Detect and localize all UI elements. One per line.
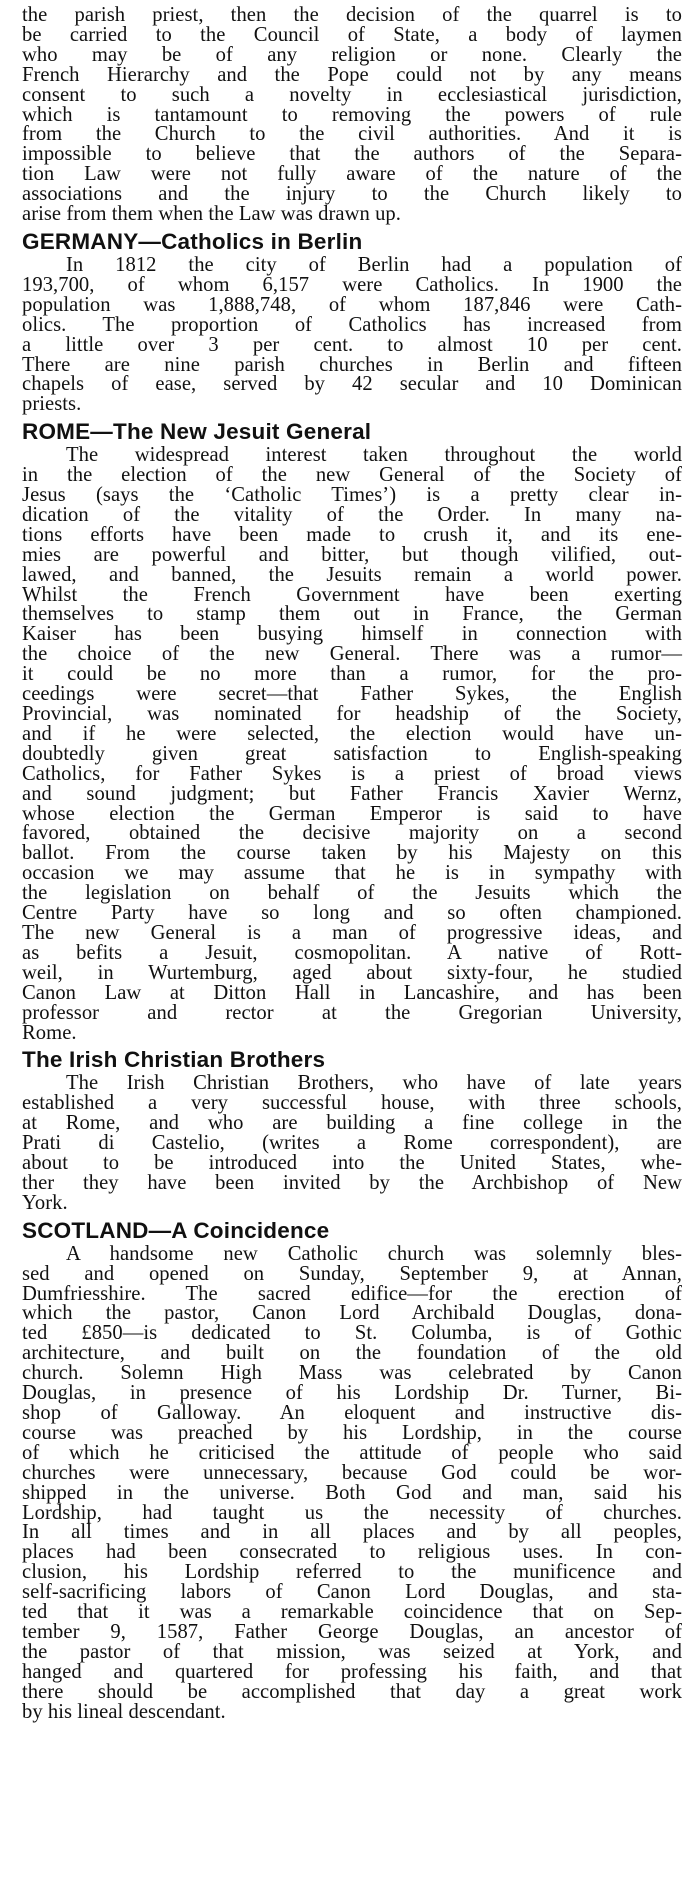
text-line: In all times and in all places and by all peoples, [22,1521,682,1544]
text-line: 193,700, of whom 6,157 were Catholics. In 1900 the [22,273,682,296]
text-line: In 1812 the city of Berlin had a population of [66,253,682,276]
text-line: shop of Galloway. An eloquent and instructive dis- [22,1402,682,1424]
scotland-heading: SCOTLAND—A Coincidence [22,1217,330,1243]
text-line: architecture, and built on the foundation of the old [22,1342,682,1365]
text-line: of which he criticised the attitude of people who said [22,1441,682,1464]
text-line: tions efforts have been made to crush it, and its ene- [22,523,682,546]
rome-paragraph [22,446,682,1043]
text-line: and sound judgment; but Father Francis Xavier Wernz, [22,782,682,805]
text-line: tember 9, 1587, Father George Douglas, an ancestor of [22,1620,682,1643]
text-line: professor and rector at the Gregorian University, [22,1001,682,1024]
text-line: arise from them when the Law was drawn up. [22,203,401,226]
text-line: York. [22,1191,68,1214]
text-line: Dumfriesshire. The sacred edifice—for the erection of [22,1282,682,1305]
text-line: church. Solemn High Mass was celebrated by Canon [22,1362,682,1385]
text-line: mies are powerful and bitter, but though vilified, out- [22,543,682,566]
text-line: favored, obtained the decisive majority on a second [22,822,682,845]
text-line: ted £850—is dedicated to St. Columba, is of Gothic [22,1322,682,1345]
text-line: the parish priest, then the decision of the quarrel is to [22,4,682,26]
text-line: shipped in the universe. Both God and man, said his [22,1481,682,1504]
text-line: established a very successful house, with three schools, [22,1092,682,1115]
text-line: ther they have been invited by the Archbishop of New [22,1171,682,1194]
text-line: by his lineal descendant. [22,1700,226,1723]
text-line: course was preached by his Lordship, in the course [22,1421,682,1444]
germany-paragraph [22,253,682,416]
text-line: as befits a Jesuit, cosmopolitan. A native of Rott- [22,941,682,964]
text-line: associations and the injury to the Church likely to [22,183,682,206]
text-line: The widespread interest taken throughout the world [66,444,682,467]
text-line: which the pastor, Canon Lord Archibald Douglas, dona- [22,1302,682,1325]
text-line: whose election the German Emperor is said to have [22,802,682,825]
rome-heading: ROME—The New Jesuit General [22,419,372,445]
text-line: priests. [22,393,82,416]
text-line: Lordship, had taught us the necessity of churches. [22,1501,682,1524]
text-line: clusion, his Lordship referred to the munificence and [22,1561,682,1584]
irish-brothers-heading: The Irish Christian Brothers [22,1047,326,1073]
text-line: places had been consecrated to religious uses. In con- [22,1541,682,1564]
text-line: ballot. From the course taken by his Majesty on this [22,842,682,865]
text-line: about to be introduced into the United States, whe- [22,1152,682,1175]
text-line: chapels of ease, served by 42 secular and 10 Dominican [22,373,682,396]
text-line: Provincial, was nominated for headship of the Society, [22,703,682,725]
text-line: Prati di Castelio, (writes a Rome correspondent), are [22,1132,682,1155]
text-line: Canon Law at Ditton Hall in Lancashire, and has been [22,981,682,1004]
text-line: occasion we may assume that he is in sympathy with [22,862,682,885]
text-line: population was 1,888,748, of whom 187,846 were Cath- [22,293,682,316]
text-line: self-sacrificing labors of Canon Lord Douglas, and sta- [22,1581,682,1604]
text-line: themselves to stamp them out in France, the German [22,603,682,626]
text-line: Douglas, in presence of his Lordship Dr. Turner, Bi- [22,1382,682,1405]
text-line: sed and opened on Sunday, September 9, at Annan, [22,1262,682,1285]
text-line: Rome. [22,1021,77,1044]
germany-heading: GERMANY—Catholics in Berlin [22,228,363,254]
text-line: dication of the vitality of the Order. In many na- [22,503,682,526]
text-line: Centre Party have so long and so often championed. [22,902,682,925]
scotland-paragraph [22,1242,682,1723]
text-line: who may be of any religion or none. Clearly the [22,43,682,66]
text-line: and if he were selected, the election would have un- [22,722,682,745]
text-line: A handsome new Catholic church was solemnly bles- [66,1242,682,1265]
text-line: the pastor of that mission, was seized at York, and [22,1640,682,1663]
text-line: consent to such a novelty in ecclesiastical jurisdiction, [22,83,682,106]
text-line: Jesus (says the ‘Catholic Times’) is a pretty clear in- [22,484,682,507]
text-line: the legislation on behalf of the Jesuits which the [22,882,682,905]
text-line: doubtedly given great satisfaction to English-speaking [22,742,682,765]
text-line: in the election of the new General of the Society of [22,464,682,487]
text-line: impossible to believe that the authors of the Separa- [22,143,682,166]
text-line: Whilst the French Government have been exerting [22,583,682,606]
text-line: it could be no more than a rumor, for the pro- [22,663,682,686]
text-line: Kaiser has been busying himself in connection with [22,623,682,646]
text-line: The new General is a man of progressive ideas, and [22,921,682,944]
text-line: Catholics, for Father Sykes is a priest of broad views [22,762,682,785]
text-line: a little over 3 per cent. to almost 10 per cent. [22,333,682,356]
intro-paragraph [22,6,682,225]
irish-brothers-paragraph [22,1074,682,1213]
text-line: weil, in Wurtemburg, aged about sixty-four, he studied [22,961,682,984]
text-line: French Hierarchy and the Pope could not by any means [22,63,682,86]
text-line: the choice of the new General. There was a rumor— [22,643,682,666]
text-line: hanged and quartered for professing his faith, and that [22,1660,682,1683]
text-line: there should be accomplished that day a great work [22,1680,682,1703]
text-line: The Irish Christian Brothers, who have of late years [66,1072,682,1095]
text-line: which is tantamount to removing the powers of rule [22,103,682,126]
text-line: at Rome, and who are building a fine college in the [22,1112,682,1135]
text-line: churches were unnecessary, because God could be wor- [22,1461,682,1484]
text-line: There are nine parish churches in Berlin and fifteen [22,353,682,376]
text-line: olics. The proportion of Catholics has increased from [22,313,682,336]
text-line: tion Law were not fully aware of the nature of the [22,163,682,186]
text-line: lawed, and banned, the Jesuits remain a world power. [22,563,682,586]
text-line: from the Church to the civil authorities. And it is [22,123,682,146]
text-line: ted that it was a remarkable coincidence that on Sep- [22,1601,682,1624]
text-line: ceedings were secret—that Father Sykes, the English [22,683,682,706]
text-line: be carried to the Council of State, a body of laymen [22,23,682,46]
